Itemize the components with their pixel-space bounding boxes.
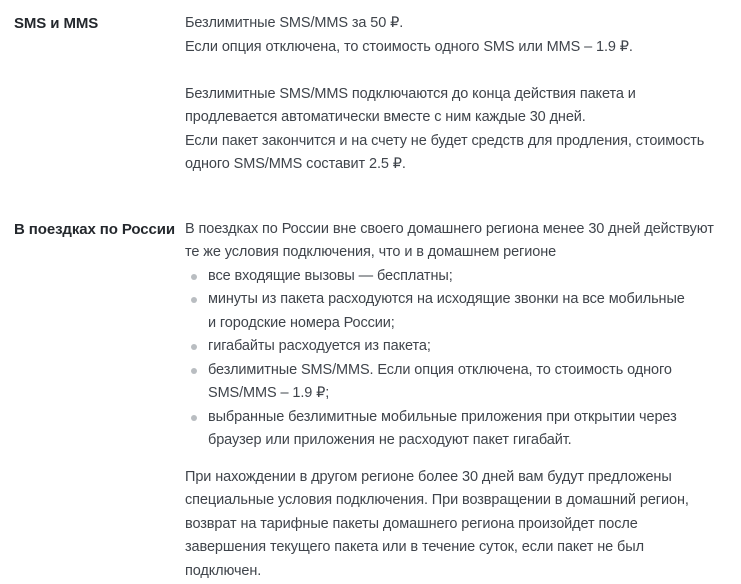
section-content bbox=[185, 12, 735, 177]
text-line: безлимитные SMS/MMS. Если опция отключена, то стоимость одного bbox=[208, 361, 672, 378]
section-label: SMS и MMS bbox=[14, 15, 99, 32]
paragraph bbox=[185, 12, 735, 59]
text-line: и городские номера России; bbox=[208, 314, 395, 331]
text-line: выбранные безлимитные мобильные приложения при открытии через bbox=[208, 408, 677, 425]
text-line: подключен. bbox=[185, 562, 262, 579]
list-item bbox=[185, 359, 735, 406]
bullet-icon bbox=[191, 274, 197, 280]
list-item bbox=[185, 335, 735, 359]
text-line: гигабайты расходуется из пакета; bbox=[208, 338, 431, 354]
bullet-icon bbox=[191, 368, 197, 374]
paragraph bbox=[185, 466, 735, 584]
paragraph bbox=[185, 218, 735, 265]
tariff-section bbox=[14, 218, 735, 584]
list-item bbox=[185, 265, 735, 289]
bullet-icon bbox=[191, 415, 197, 421]
text-line: В поездках по России вне своего домашнего региона менее 30 дней действуют bbox=[185, 220, 714, 237]
section-label: В поездках по России bbox=[14, 220, 176, 238]
text-line: Если пакет закончится и на счету не будет средств для продления, стоимость bbox=[185, 132, 705, 149]
text-line: Безлимитные SMS/MMS за 50 ₽. bbox=[185, 15, 404, 31]
text-line: браузер или приложения не расходуют пакет гигабайт. bbox=[208, 432, 572, 448]
text-line: SMS/MMS – 1.9 ₽; bbox=[208, 385, 330, 401]
text-line: Если опция отключена, то стоимость одного SMS или MMS – 1.9 ₽. bbox=[185, 38, 633, 55]
tariff-sections bbox=[14, 12, 735, 583]
text-line: минуты из пакета расходуются на исходящие звонки на все мобильные bbox=[208, 291, 685, 307]
bullet-list bbox=[185, 265, 735, 453]
text-line: Безлимитные SMS/MMS подключаются до конца действия пакета и bbox=[185, 85, 636, 102]
text-line: При нахождении в другом регионе более 30 дней вам будут предложены bbox=[185, 468, 672, 485]
list-item bbox=[185, 406, 735, 453]
text-line: продлевается автоматически вместе с ним каждые 30 дней. bbox=[185, 109, 586, 125]
text-line: специальные условия подключения. При возвращении в домашний регион, bbox=[185, 492, 689, 508]
text-line: одного SMS/MMS составит 2.5 ₽. bbox=[185, 156, 406, 172]
bullet-icon bbox=[191, 344, 197, 350]
text-line: завершения текущего пакета или в течение суток, если пакет не был bbox=[185, 539, 644, 555]
text-line: все входящие вызовы — бесплатны; bbox=[208, 267, 453, 284]
list-item-text bbox=[208, 406, 735, 453]
bullet-icon bbox=[191, 297, 197, 303]
list-item-text bbox=[208, 335, 735, 359]
text-line: те же условия подключения, что и в домашнем регионе bbox=[185, 244, 557, 260]
list-item bbox=[185, 288, 735, 335]
section-content bbox=[185, 218, 735, 584]
list-item-text bbox=[208, 265, 735, 289]
list-item-text bbox=[208, 288, 735, 335]
text-line: возврат на тарифные пакеты домашнего региона произойдет после bbox=[185, 515, 638, 532]
paragraph bbox=[185, 83, 735, 177]
list-item-text bbox=[208, 359, 735, 406]
tariff-section bbox=[14, 12, 735, 177]
